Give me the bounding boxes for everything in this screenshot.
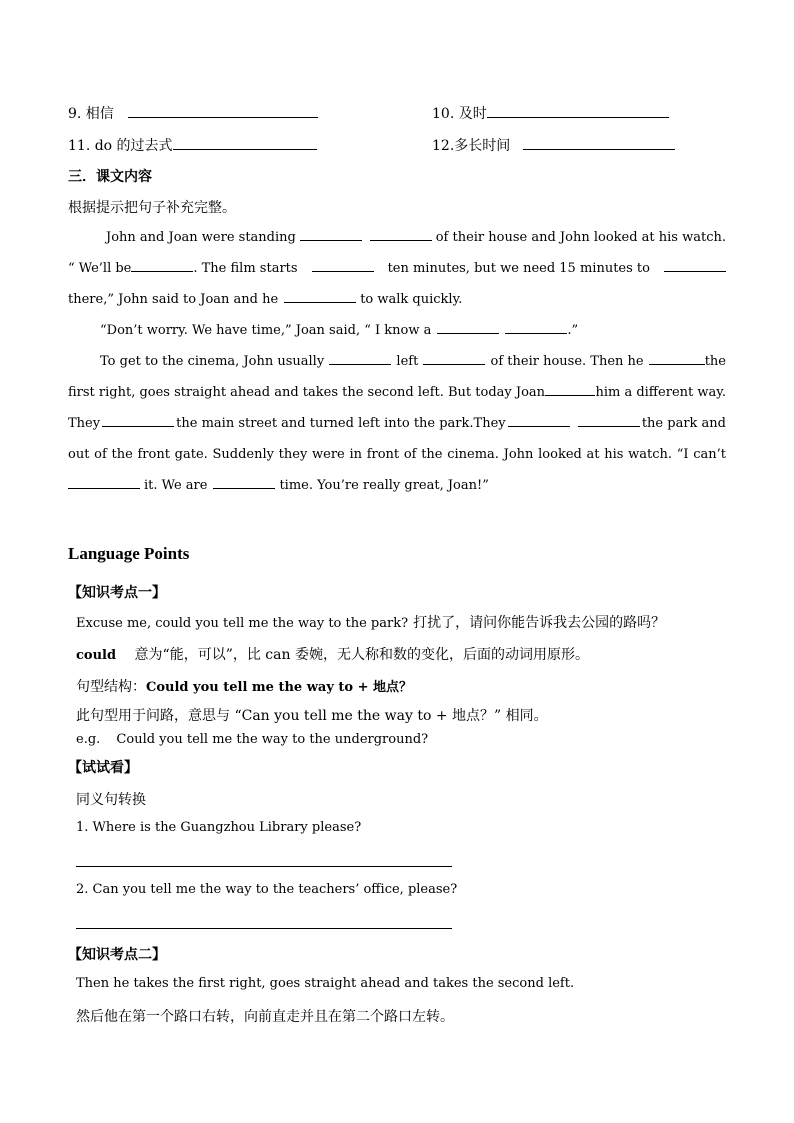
answer-blank[interactable] (300, 226, 362, 241)
passage-text: it. We are (144, 478, 208, 493)
answer-blank[interactable] (284, 288, 356, 303)
answer-blank[interactable] (505, 319, 567, 334)
passage-line (68, 439, 726, 470)
answer-line[interactable] (76, 928, 452, 929)
vocab-item-11 (68, 135, 317, 155)
passage-text: “Don’t worry. We have time,” Joan said, “ I know a (100, 323, 432, 338)
pattern-text: Could you tell me the way to + 地点？ (146, 680, 413, 695)
answer-blank[interactable] (128, 103, 318, 118)
blank-group (508, 408, 640, 439)
example2-cn: 然后他在第一个路口右转，向前直走并且在第二个路口左转。 (76, 1009, 454, 1025)
passage-line (68, 408, 726, 439)
passage-text: John and Joan were standing (106, 230, 296, 245)
passage-text: of their house. Then he (490, 354, 644, 369)
passage (68, 222, 726, 501)
example2: Then he takes the first right, goes straight ahead and takes the second left. (76, 976, 575, 991)
answer-blank[interactable] (487, 103, 669, 118)
answer-blank[interactable] (173, 135, 317, 150)
passage-line (68, 315, 726, 346)
eg-label: e.g. (76, 732, 101, 747)
could-word: could (76, 648, 117, 663)
answer-blank[interactable] (649, 350, 705, 365)
passage-text: ten minutes, but we need 15 minutes to (387, 261, 650, 276)
answer-line[interactable] (76, 866, 452, 867)
passage-text: They (68, 416, 101, 431)
eg-line (76, 732, 428, 747)
point2-title: 【知识考点二】 (68, 947, 166, 963)
answer-blank[interactable] (68, 474, 140, 489)
passage-text: out of the front gate. Suddenly they were in front of the cinema. John looked at his watch. “I can’t (68, 447, 726, 462)
answer-blank[interactable] (312, 257, 374, 272)
passage-text: the (649, 346, 726, 377)
vocab-item-10-label: 10. 及时 (432, 106, 487, 122)
answer-blank[interactable] (213, 474, 275, 489)
question-1: 1. Where is the Guangzhou Library please? (76, 820, 362, 835)
answer-blank[interactable] (370, 226, 432, 241)
passage-line (68, 284, 726, 315)
passage-text: the main street and turned left into the park.They (176, 416, 506, 431)
answer-blank[interactable] (437, 319, 499, 334)
answer-blank[interactable] (578, 412, 640, 427)
answer-blank[interactable] (423, 350, 485, 365)
usage-note: 此句型用于问路，意思与 “Can you tell me the way to + 地点？” 相同。 (76, 708, 548, 724)
blank-group (300, 222, 432, 253)
try-instruction: 同义句转换 (76, 792, 146, 808)
example1-en: Excuse me, could you tell me the way to the park? (76, 616, 409, 631)
answer-blank[interactable] (508, 412, 570, 427)
passage-line (68, 377, 726, 408)
vocab-item-12-label: 12.多长时间 (432, 138, 511, 154)
answer-blank[interactable] (329, 350, 391, 365)
passage-line (68, 253, 726, 284)
passage-text: there,” John said to Joan and he (68, 292, 279, 307)
pattern-label: 句型结构： (76, 679, 146, 695)
example1 (76, 612, 665, 632)
passage-text: time. You’re really great, Joan!” (279, 478, 489, 493)
could-desc: 意为“能，可以”，比 can 委婉，无人称和数的变化，后面的动词用原形。 (134, 647, 589, 663)
passage-line (68, 346, 726, 377)
answer-blank[interactable] (131, 257, 193, 272)
passage-text: first right, goes straight ahead and takes the second left. But today Joan (68, 385, 546, 400)
passage-line (68, 222, 726, 253)
point1-title: 【知识考点一】 (68, 585, 166, 601)
vocab-item-12 (432, 135, 675, 155)
answer-blank[interactable] (664, 257, 726, 272)
answer-blank[interactable] (523, 135, 675, 150)
pattern (76, 676, 412, 696)
vocab-item-9-label: 9. 相信 (68, 106, 114, 122)
passage-text: “ We’ll be . The film starts (68, 253, 298, 284)
answer-blank[interactable] (545, 381, 595, 396)
question-2: 2. Can you tell me the way to the teachers’ office, please? (76, 882, 458, 897)
passage-line (68, 470, 726, 501)
passage-text: to walk quickly. (360, 292, 463, 307)
passage-text: To get to the cinema, John usually (100, 354, 325, 369)
example1-cn: 打扰了，请问你能告诉我去公园的路吗？ (413, 615, 666, 631)
language-points-title: Language Points (68, 544, 190, 563)
vocab-item-10 (432, 103, 669, 123)
section-title: 三．课文内容 (68, 169, 152, 185)
passage-text: the park and (641, 416, 726, 431)
eg-sentence: Could you tell me the way to the underground? (116, 732, 429, 747)
answer-blank[interactable] (102, 412, 174, 427)
section-instruction: 根据提示把句子补充完整。 (68, 200, 236, 216)
passage-text: him a different way. (595, 385, 726, 400)
passage-text: .” (567, 323, 579, 338)
vocab-item-9 (68, 103, 318, 123)
could-explanation (76, 644, 589, 664)
passage-text: of their house and John looked at his watch. (435, 230, 726, 245)
vocab-item-11-label: 11. do 的过去式 (68, 138, 173, 154)
try-title: 【试试看】 (68, 760, 138, 776)
passage-text: left (396, 354, 419, 369)
